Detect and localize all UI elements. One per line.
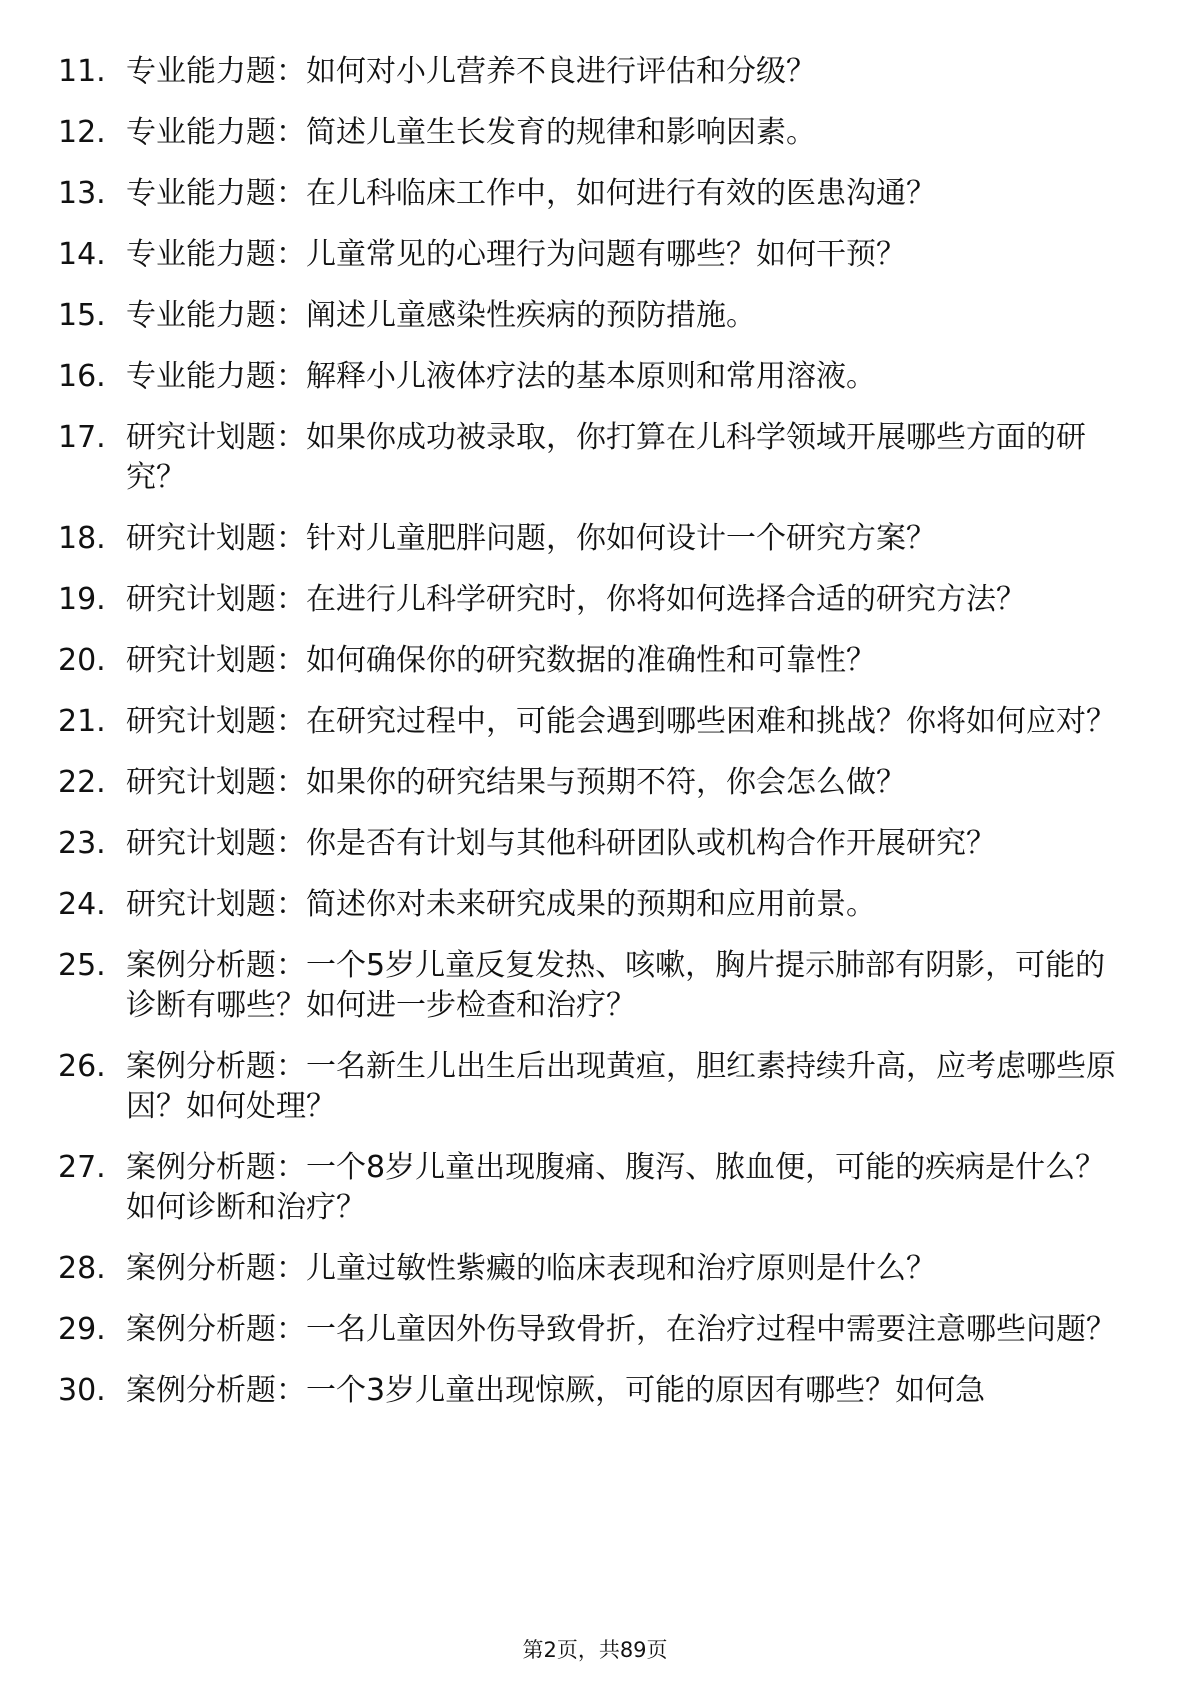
question-text-block [126,702,1138,742]
question-number: 25. [58,948,106,983]
list-item [58,519,1138,559]
list-item [58,52,1138,92]
question-text: 如何确保你的研究数据的准确性和可靠性？ [306,643,876,678]
question-category: 案例分析题： [126,1049,306,1084]
question-text-block [126,174,1138,214]
question-text: 针对儿童肥胖问题，你如何设计一个研究方案？ [306,521,936,556]
list-item [58,296,1138,336]
page-number-footer: 第2页，共89页 [522,1638,668,1662]
question-category: 研究计划题： [126,826,306,861]
question-number: 19. [58,582,106,617]
question-text: 你是否有计划与其他科研团队或机构合作开展研究？ [306,826,996,861]
question-number: 26. [58,1049,106,1084]
question-category: 研究计划题： [126,704,306,739]
list-item [58,946,1138,1026]
question-category: 案例分析题： [126,1312,306,1347]
question-category: 专业能力题： [126,115,306,150]
question-category: 案例分析题： [126,1373,306,1408]
question-text: 在儿科临床工作中，如何进行有效的医患沟通？ [306,176,936,211]
question-list [58,52,1138,1432]
question-number: 23. [58,826,106,861]
question-text-block [126,946,1138,1026]
question-category: 案例分析题： [126,948,306,983]
question-text-block [126,1148,1138,1228]
question-category: 案例分析题： [126,1150,306,1185]
question-text-block [126,1310,1138,1350]
question-text-block [126,580,1138,620]
question-category: 专业能力题： [126,54,306,89]
question-category: 研究计划题： [126,887,306,922]
list-item [58,641,1138,681]
list-item [58,1310,1138,1350]
question-text: 解释小儿液体疗法的基本原则和常用溶液。 [306,359,876,394]
question-text-block [126,418,1138,498]
question-number: 27. [58,1150,106,1185]
question-category: 研究计划题： [126,582,306,617]
question-text-block [126,824,1138,864]
question-text-block [126,641,1138,681]
question-text: 儿童过敏性紫癜的临床表现和治疗原则是什么？ [306,1251,936,1286]
question-text-block [126,296,1138,336]
question-category: 专业能力题： [126,298,306,333]
question-text-block [126,1371,1138,1411]
question-text: 一个8岁儿童出现腹痛、腹泻、脓血便，可能的疾病是什么？如何诊断和治疗？ [126,1150,1106,1225]
question-text: 儿童常见的心理行为问题有哪些？如何干预？ [306,237,906,272]
question-text: 在进行儿科学研究时，你将如何选择合适的研究方法？ [306,582,1026,617]
question-number: 29. [58,1312,106,1347]
question-category: 案例分析题： [126,1251,306,1286]
question-text: 一个5岁儿童反复发热、咳嗽，胸片提示肺部有阴影，可能的诊断有哪些？如何进一步检查和治疗？ [126,948,1106,1023]
question-text: 简述你对未来研究成果的预期和应用前景。 [306,887,876,922]
question-text-block [126,235,1138,275]
question-category: 研究计划题： [126,765,306,800]
question-text-block [126,1249,1138,1289]
question-category: 研究计划题： [126,521,306,556]
question-category: 专业能力题： [126,359,306,394]
list-item [58,1371,1138,1411]
question-text: 阐述儿童感染性疾病的预防措施。 [306,298,756,333]
question-number: 13. [58,176,106,211]
question-category: 研究计划题： [126,643,306,678]
list-item [58,702,1138,742]
question-text: 简述儿童生长发育的规律和影响因素。 [306,115,816,150]
question-number: 20. [58,643,106,678]
question-number: 16. [58,359,106,394]
question-number: 28. [58,1251,106,1286]
list-item [58,1148,1138,1228]
list-item [58,174,1138,214]
question-category: 研究计划题： [126,420,306,455]
list-item [58,885,1138,925]
question-number: 17. [58,420,106,455]
list-item [58,1249,1138,1289]
question-number: 30. [58,1373,106,1408]
list-item [58,235,1138,275]
question-number: 22. [58,765,106,800]
list-item [58,113,1138,153]
list-item [58,418,1138,498]
question-number: 24. [58,887,106,922]
question-text-block [126,113,1138,153]
question-text-block [126,52,1138,92]
question-text: 如果你的研究结果与预期不符，你会怎么做？ [306,765,906,800]
question-number: 14. [58,237,106,272]
list-item [58,357,1138,397]
question-text: 一名儿童因外伤导致骨折，在治疗过程中需要注意哪些问题？ [306,1312,1116,1347]
question-number: 11. [58,54,106,89]
question-number: 12. [58,115,106,150]
question-text-block [126,763,1138,803]
question-number: 18. [58,521,106,556]
question-text-block [126,885,1138,925]
question-number: 15. [58,298,106,333]
question-text-block [126,357,1138,397]
list-item [58,1047,1138,1127]
question-text-block [126,519,1138,559]
question-text: 在研究过程中，可能会遇到哪些困难和挑战？你将如何应对？ [306,704,1116,739]
question-category: 专业能力题： [126,176,306,211]
question-text-block [126,1047,1138,1127]
question-text: 一个3岁儿童出现惊厥，可能的原因有哪些？如何急 [306,1373,986,1408]
question-category: 专业能力题： [126,237,306,272]
list-item [58,824,1138,864]
question-text: 一名新生儿出生后出现黄疸，胆红素持续升高，应考虑哪些原因？如何处理？ [126,1049,1116,1124]
list-item [58,763,1138,803]
question-number: 21. [58,704,106,739]
question-text: 如果你成功被录取，你打算在儿科学领域开展哪些方面的研究？ [126,420,1086,495]
list-item [58,580,1138,620]
question-text: 如何对小儿营养不良进行评估和分级？ [306,54,816,89]
